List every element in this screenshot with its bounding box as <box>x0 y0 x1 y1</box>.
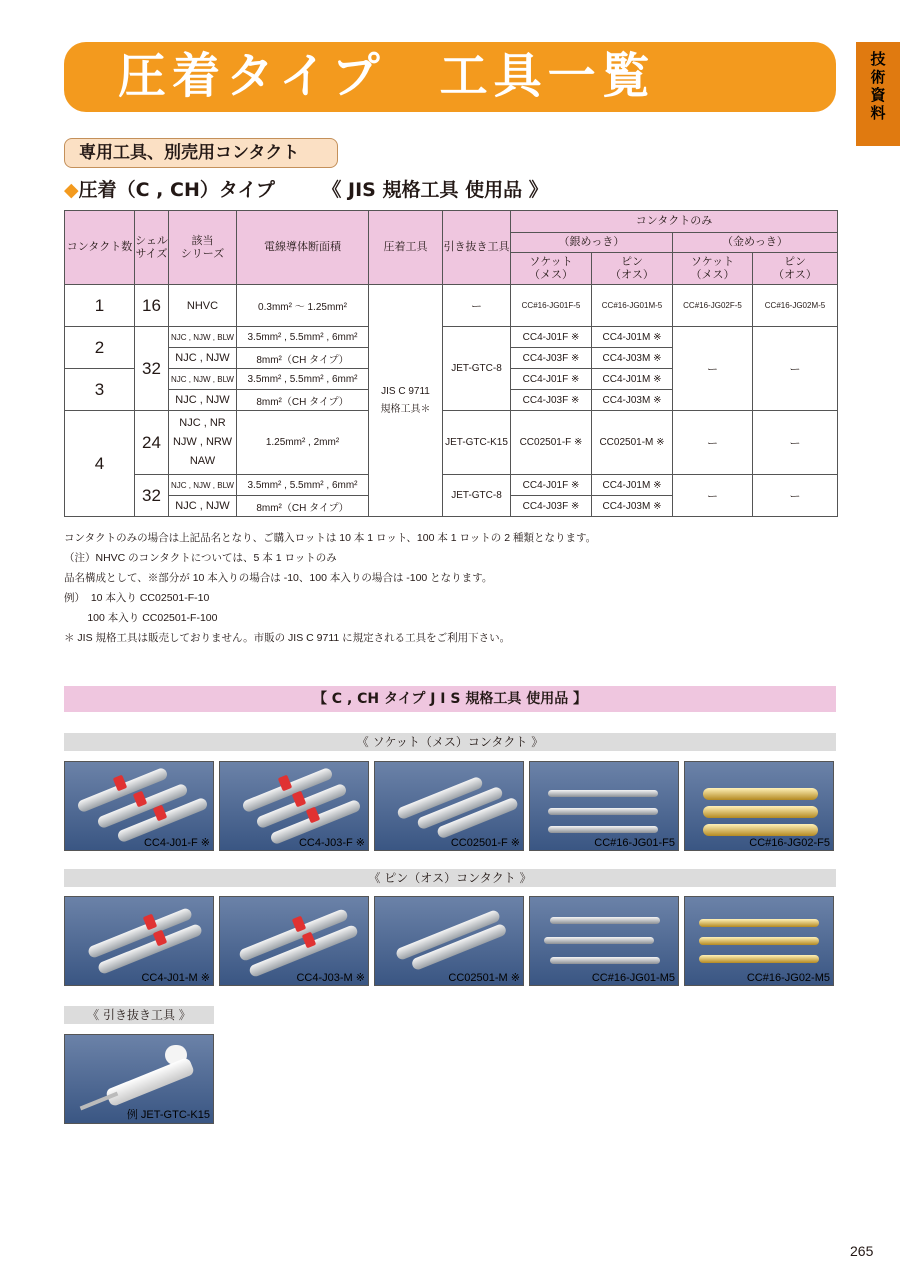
pin-strip: 《 ピン（オス）コンタクト 》 <box>64 869 836 887</box>
photo-pin-1 <box>64 896 214 986</box>
header-series: 該当 シリーズ <box>169 211 237 285</box>
cell-series: NJC , NJW , BLW <box>169 327 237 348</box>
cell-gold-socket: ー <box>673 327 753 411</box>
photo-caption: CC4-J03-M ※ <box>296 972 365 984</box>
header-extract-tool: 引き抜き工具 <box>443 211 511 285</box>
photo-caption: CC4-J01-M ※ <box>141 972 210 984</box>
cell-area: 8mm²（CH タイプ） <box>237 496 369 517</box>
heading-text: 圧着（C , CH）タイプ 《 JIS 規格工具 使用品 》 <box>78 179 548 201</box>
table-row <box>65 285 838 327</box>
note-line: （注）NHVC のコンタクトについては、5 本 1 ロットのみ <box>64 552 337 564</box>
photo-socket-2 <box>219 761 369 851</box>
cell-area: 8mm²（CH タイプ） <box>237 390 369 411</box>
cell-area: 3.5mm² , 5.5mm² , 6mm² <box>237 475 369 496</box>
header-gold-pin: ピン （オス） <box>753 253 838 285</box>
photo-socket-1 <box>64 761 214 851</box>
cell-area: 0.3mm² 〜 1.25mm² <box>237 285 369 327</box>
photo-caption: CC#16-JG01-F5 <box>594 837 675 849</box>
cell-silver-socket: CC4-J03F ※ <box>511 496 592 517</box>
diamond-icon: ◆ <box>64 179 79 201</box>
photo-pin-2 <box>219 896 369 986</box>
cell-silver-socket: CC#16-JG01F-5 <box>511 285 592 327</box>
photo-caption: CC#16-JG02-F5 <box>749 837 830 849</box>
cell-gold-socket: ー <box>673 411 753 475</box>
side-tab-label: 技術資料 <box>870 50 886 122</box>
tool-table <box>64 210 838 517</box>
section-band: 【 C , CH タイプ J I S 規格工具 使用品 】 <box>64 686 836 712</box>
cell-area: 3.5mm² , 5.5mm² , 6mm² <box>237 327 369 348</box>
cell-gold-pin: ー <box>753 327 838 411</box>
cell-area: 8mm²（CH タイプ） <box>237 348 369 369</box>
header-shell: シェル サイズ <box>135 211 169 285</box>
cell-shell: 24 <box>135 411 169 475</box>
photo-caption: CC4-J01-F ※ <box>143 837 210 849</box>
note-line: 100 本入り CC02501-F-100 <box>64 612 218 624</box>
photo-caption: CC02501-F ※ <box>450 837 520 849</box>
cell-gold-socket: ー <box>673 475 753 517</box>
page-title: 圧着タイプ 工具一覧 <box>118 48 656 104</box>
cell-extract: JET-GTC-8 <box>443 475 511 517</box>
notes <box>64 528 596 648</box>
photo-caption: CC#16-JG02-M5 <box>746 972 830 984</box>
cell-silver-pin: CC4-J01M ※ <box>592 475 673 496</box>
cell-silver-socket: CC4-J03F ※ <box>511 348 592 369</box>
cell-contacts: 4 <box>65 411 135 517</box>
header-area: 電線導体断面積 <box>237 211 369 285</box>
header-gold-socket: ソケット （メス） <box>673 253 753 285</box>
cell-gold-socket: CC#16-JG02F-5 <box>673 285 753 327</box>
cell-silver-pin: CC4-J03M ※ <box>592 390 673 411</box>
header-contact-only: コンタクトのみ <box>511 211 838 233</box>
cell-extract: JET-GTC-8 <box>443 327 511 411</box>
cell-shell: 32 <box>135 327 169 411</box>
cell-silver-pin: CC02501-M ※ <box>592 411 673 475</box>
cell-shell: 16 <box>135 285 169 327</box>
header-contacts: コンタクト数 <box>65 211 135 285</box>
photo-pin-3 <box>374 896 524 986</box>
cell-silver-socket: CC4-J01F ※ <box>511 327 592 348</box>
photo-socket-4 <box>529 761 679 851</box>
cell-silver-socket: CC02501-F ※ <box>511 411 592 475</box>
cell-gold-pin: ー <box>753 475 838 517</box>
cell-silver-socket: CC4-J01F ※ <box>511 369 592 390</box>
table-row <box>65 411 838 475</box>
cell-series: NJC , NJW , BLW <box>169 369 237 390</box>
cell-extract: JET-GTC-K15 <box>443 411 511 475</box>
cell-series: NJC , NJW , BLW <box>169 475 237 496</box>
photo-tool <box>64 1034 214 1124</box>
header-gold: （金めっき） <box>673 233 838 253</box>
note-line: コンタクトのみの場合は上記品名となり、ご購入ロットは 10 本 1 ロット、100 本 1 ロットの 2 種類となります。 <box>64 532 597 544</box>
photo-socket-5 <box>684 761 834 851</box>
cell-contacts: 1 <box>65 285 135 327</box>
header-silver-pin: ピン （オス） <box>592 253 673 285</box>
cell-extract: ー <box>443 285 511 327</box>
photo-pin-5 <box>684 896 834 986</box>
cell-silver-pin: CC4-J03M ※ <box>592 496 673 517</box>
photo-pin-4 <box>529 896 679 986</box>
cell-series: NHVC <box>169 285 237 327</box>
subsection-label: 専用工具、別売用コンタクト <box>64 138 338 168</box>
cell-gold-pin: ー <box>753 411 838 475</box>
cell-series: NJC , NJW <box>169 348 237 369</box>
cell-silver-pin: CC4-J03M ※ <box>592 348 673 369</box>
cell-gold-pin: CC#16-JG02M-5 <box>753 285 838 327</box>
header-silver-socket: ソケット （メス） <box>511 253 592 285</box>
photo-caption: 例 JET-GTC-K15 <box>126 1109 210 1121</box>
note-line: 品名構成として、※部分が 10 本入りの場合は -10、100 本入りの場合は -100 となります。 <box>64 572 493 584</box>
cell-series: NJC , NJW <box>169 390 237 411</box>
header-crimp-tool: 圧着工具 <box>369 211 443 285</box>
cell-series: NJC , NJW <box>169 496 237 517</box>
photo-caption: CC4-J03-F ※ <box>298 837 365 849</box>
photo-caption: CC#16-JG01-M5 <box>591 972 675 984</box>
section-heading <box>64 176 548 204</box>
table-row <box>65 327 838 348</box>
cell-silver-socket: CC4-J01F ※ <box>511 475 592 496</box>
cell-silver-pin: CC4-J01M ※ <box>592 369 673 390</box>
header-silver: （銀めっき） <box>511 233 673 253</box>
photo-socket-3 <box>374 761 524 851</box>
socket-strip: 《 ソケット（メス）コンタクト 》 <box>64 733 836 751</box>
cell-contacts: 2 <box>65 327 135 369</box>
note-line: ＊ JIS 規格工具は販売しておりません。市販の JIS C 9711 に規定される工具をご利用下さい。 <box>64 632 511 644</box>
cell-series: NJC , NR NJW , NRW NAW <box>169 411 237 475</box>
cell-silver-pin: CC#16-JG01M-5 <box>592 285 673 327</box>
photo-caption: CC02501-M ※ <box>448 972 520 984</box>
cell-area: 3.5mm² , 5.5mm² , 6mm² <box>237 369 369 390</box>
tool-strip: 《 引き抜き工具 》 <box>64 1006 214 1024</box>
page-number: 265 <box>850 1243 874 1259</box>
cell-silver-socket: CC4-J03F ※ <box>511 390 592 411</box>
note-line: 例） 10 本入り CC02501-F-10 <box>64 592 210 604</box>
cell-area: 1.25mm² , 2mm² <box>237 411 369 475</box>
cell-shell: 32 <box>135 475 169 517</box>
cell-contacts: 3 <box>65 369 135 411</box>
cell-crimp-tool: JIS C 9711 規格工具＊ <box>369 285 443 517</box>
cell-silver-pin: CC4-J01M ※ <box>592 327 673 348</box>
table-row <box>65 475 838 496</box>
